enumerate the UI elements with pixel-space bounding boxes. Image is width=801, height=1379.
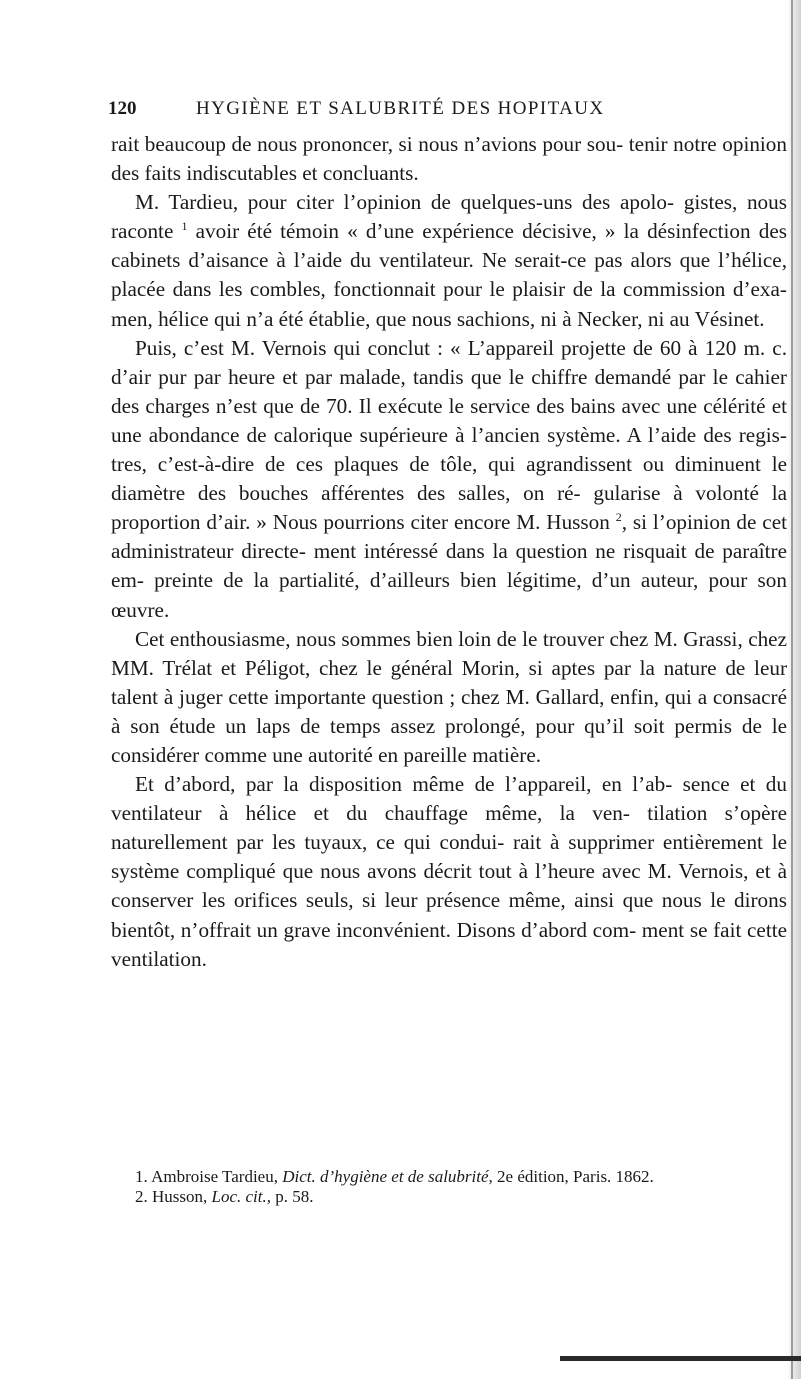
running-header <box>108 98 790 122</box>
footnote-marker: 2. <box>135 1187 148 1206</box>
paragraph-2 <box>111 188 787 333</box>
paragraph-5 <box>111 770 787 974</box>
footnote-1 <box>135 1167 787 1187</box>
footnote-title: Loc. cit., <box>211 1187 272 1206</box>
paragraph-text: M. Tardieu, pour citer l’opinion de quelques-uns des apolo- gistes, nous raconte <box>111 190 787 244</box>
paragraph-1 <box>111 130 787 188</box>
page-edge-line <box>791 0 793 1379</box>
running-title: HYGIÈNE ET SALUBRITÉ DES HOPITAUX <box>196 98 605 119</box>
paragraph-text: avoir été témoin « d’une expérience décisive, » la désinfection des cabinets d’aisance à l’aide du ventilateur. Ne serait-ce pas alors que l’hélice, placée dans les combles, fonctionnait pour le plaisir de la commission d’exa- men, hélice qui n’a été établie, que nous sachions, ni à Necker, ni au Vésinet. <box>111 219 788 331</box>
page-number: 120 <box>108 98 137 119</box>
footnote-title: Dict. d’hygiène et de salubrité, <box>282 1167 493 1186</box>
footnote-details: p. 58. <box>275 1187 314 1206</box>
footnote-marker: 1. <box>135 1167 148 1186</box>
page-edge-shadow <box>787 0 801 1379</box>
footnote-2 <box>135 1187 787 1207</box>
body-text <box>111 130 787 974</box>
paragraph-text: Et d’abord, par la disposition même de l’appareil, en l’ab- sence et du ventilateur à hélice et du chauffage même, la ven- tilation s’opère naturellement par les tuyaux, ce qui condui- rait à supprimer entièrement le système compliqué que nous avons décrit tout à l’heure avec M. Vernois, et à conserver les orifices seuls, si leur présence même, ainsi que nous le dirons bientôt, n’offrait un grave inconvénient. Disons d’abord com- ment se fait cette ventilation. <box>111 772 787 971</box>
footnote-details: 2e édition, Paris. 1862. <box>497 1167 654 1186</box>
paragraph-text: rait beaucoup de nous prononcer, si nous n’avions pour sou- tenir notre opinion des faits indiscutables et concluants. <box>111 132 787 186</box>
footnote-author: Ambroise Tardieu, <box>151 1167 278 1186</box>
footnote-author: Husson, <box>152 1187 208 1206</box>
paragraph-3 <box>111 334 787 625</box>
paragraph-text: Cet enthousiasme, nous sommes bien loin de le trouver chez M. Grassi, chez MM. Trélat et Péligot, chez le général Morin, si aptes par la nature de leur talent à juger cette importante question ; chez M. Gallard, enfin, qui a consacré à son étude un laps de temps assez prolongé, pour qu’il soit permis de le considérer comme une autorité en pareille matière. <box>111 626 787 767</box>
footnotes <box>135 1167 787 1207</box>
paragraph-4 <box>111 625 787 770</box>
paragraph-text: Puis, c’est M. Vernois qui conclut : « L’appareil projette de 60 à 120 m. c. d’air pur par heure et par malade, tandis que le chiffre demandé par le cahier des charges n’est que de 70. Il exécute le service des bains avec une célérité et une abondance de calorique supérieure à l’ancien système. A l’aide des regis- tres, c’est-à-dire de ces plaques de tôle, qui agrandissent ou diminuent le diamètre des bouches afférentes des salles, on ré- gularise à volonté la proportion d’air. » Nous pourrions citer encore M. Husson <box>111 335 787 535</box>
paragraph-text: , si l’opinion de cet administrateur directe- ment intéressé dans la question ne risquait de paraître em- preinte de la partialité, d’ailleurs bien légitime, d’un auteur, pour son œuvre. <box>111 510 787 622</box>
footnote-reference-1: 1 <box>181 219 188 234</box>
bottom-rule <box>560 1356 801 1361</box>
footnote-reference-2: 2 <box>615 510 622 525</box>
